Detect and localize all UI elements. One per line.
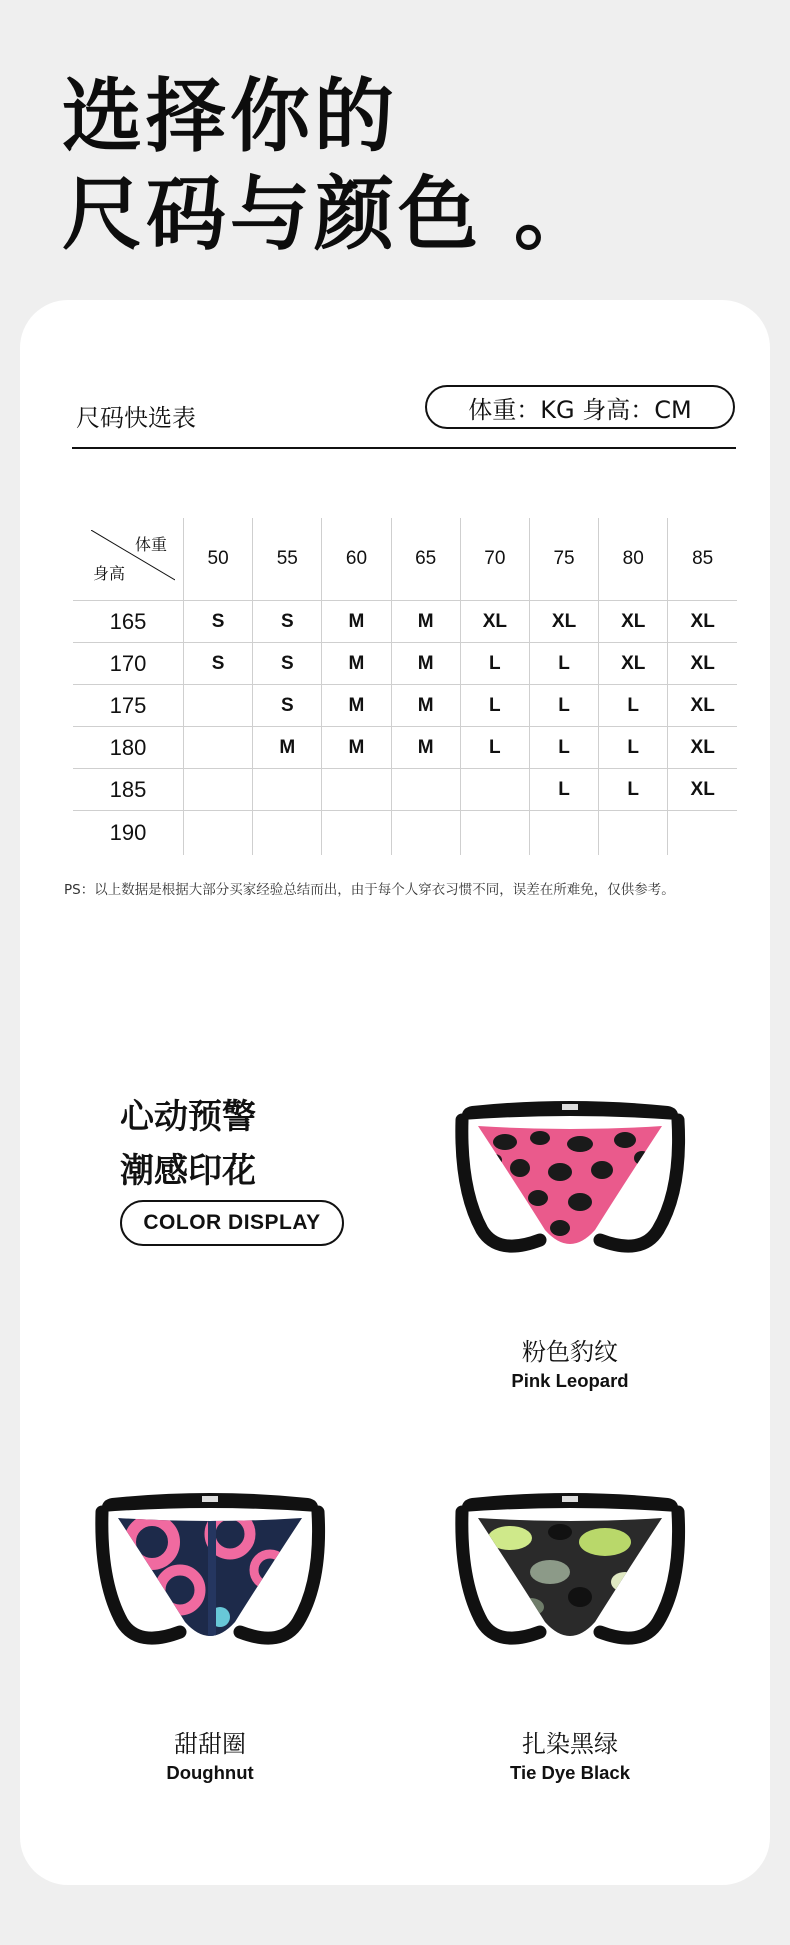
weight-header: 70	[460, 518, 529, 601]
table-row	[73, 643, 737, 685]
size-cell: XL	[668, 685, 737, 727]
size-cell	[184, 811, 253, 856]
weight-header: 85	[668, 518, 737, 601]
pink-leopard-product-image	[420, 1080, 720, 1280]
size-cell: M	[391, 643, 460, 685]
size-table	[73, 518, 737, 855]
size-cell: L	[529, 727, 598, 769]
corner-height-label: 身高	[93, 564, 126, 583]
size-cell: L	[529, 643, 598, 685]
tie-dye-product-image	[420, 1472, 720, 1672]
size-cell: S	[184, 643, 253, 685]
size-cell: XL	[460, 601, 529, 643]
product-name-en: Tie Dye Black	[510, 1762, 630, 1783]
slogan-line-2: 潮感印花	[120, 1151, 256, 1191]
size-cell: L	[460, 727, 529, 769]
product-pink-leopard[interactable]	[420, 1080, 720, 1440]
product-name-en: Doughnut	[166, 1762, 254, 1783]
disclaimer-note: PS：以上数据是根据大部分买家经验总结而出，由于每个人穿衣习惯不同，误差在所难免，仅供参考。	[64, 882, 675, 898]
height-cell: 175	[73, 685, 184, 727]
size-cell	[391, 811, 460, 856]
divider	[72, 447, 736, 449]
size-cell: XL	[599, 643, 668, 685]
weight-header: 75	[529, 518, 598, 601]
size-cell: M	[391, 601, 460, 643]
size-cell: L	[460, 685, 529, 727]
size-cell: XL	[599, 601, 668, 643]
content-card	[20, 300, 770, 1885]
size-cell: XL	[668, 769, 737, 811]
size-cell	[184, 685, 253, 727]
size-cell	[322, 811, 391, 856]
table-row	[73, 601, 737, 643]
size-cell	[668, 811, 737, 856]
product-doughnut[interactable]	[60, 1472, 360, 1832]
size-cell: M	[322, 643, 391, 685]
height-cell: 165	[73, 601, 184, 643]
product-tie-dye-black[interactable]	[420, 1472, 720, 1832]
size-cell: S	[253, 601, 322, 643]
color-display-badge: COLOR DISPLAY	[120, 1200, 344, 1246]
size-cell: L	[599, 685, 668, 727]
headline	[62, 68, 598, 264]
product-name-cn: 粉色豹纹	[522, 1338, 618, 1366]
headline-line-2: 尺码与颜色 。	[62, 168, 598, 261]
product-name-en: Pink Leopard	[511, 1370, 629, 1391]
corner-cell	[73, 518, 184, 601]
weight-header: 65	[391, 518, 460, 601]
height-cell: 190	[109, 820, 147, 845]
table-row	[73, 685, 737, 727]
size-cell: XL	[668, 727, 737, 769]
weight-header: 55	[253, 518, 322, 601]
size-cell: L	[599, 727, 668, 769]
size-cell	[460, 811, 529, 856]
size-cell	[529, 811, 598, 856]
size-cell	[599, 811, 668, 856]
size-cell: S	[253, 685, 322, 727]
size-cell: S	[253, 643, 322, 685]
size-cell	[253, 769, 322, 811]
size-cell: L	[529, 769, 598, 811]
product-name-cn: 扎染黑绿	[522, 1730, 618, 1758]
size-cell: M	[391, 685, 460, 727]
size-cell: M	[253, 727, 322, 769]
size-cell	[184, 769, 253, 811]
height-cell: 185	[73, 769, 184, 811]
table-row	[73, 769, 737, 811]
size-cell: XL	[668, 643, 737, 685]
table-header-row	[73, 518, 737, 601]
size-cell: XL	[529, 601, 598, 643]
corner-weight-label: 体重	[134, 535, 167, 554]
doughnut-product-image	[60, 1472, 360, 1672]
size-cell	[391, 769, 460, 811]
size-chart-title: 尺码快选表	[76, 404, 196, 432]
size-cell: M	[322, 727, 391, 769]
slogan-line-1: 心动预警	[120, 1097, 256, 1137]
headline-line-1: 选择你的	[62, 70, 398, 163]
size-cell: M	[322, 685, 391, 727]
size-cell	[184, 727, 253, 769]
size-cell: M	[391, 727, 460, 769]
height-cell: 170	[73, 643, 184, 685]
weight-header: 80	[599, 518, 668, 601]
size-cell: L	[529, 685, 598, 727]
table-row	[73, 727, 737, 769]
size-cell	[460, 769, 529, 811]
weight-header: 50	[184, 518, 253, 601]
height-cell: 180	[73, 727, 184, 769]
size-cell: M	[322, 601, 391, 643]
slogan	[120, 1090, 256, 1198]
unit-badge: 体重：KG 身高：CM	[425, 385, 735, 429]
weight-header: 60	[322, 518, 391, 601]
size-cell: L	[599, 769, 668, 811]
size-cell: S	[184, 601, 253, 643]
size-cell	[322, 769, 391, 811]
size-cell: XL	[668, 601, 737, 643]
product-name-cn: 甜甜圈	[174, 1730, 246, 1758]
size-cell: L	[460, 643, 529, 685]
size-cell	[253, 811, 322, 856]
table-row	[73, 811, 737, 856]
size-table-body	[73, 601, 737, 856]
